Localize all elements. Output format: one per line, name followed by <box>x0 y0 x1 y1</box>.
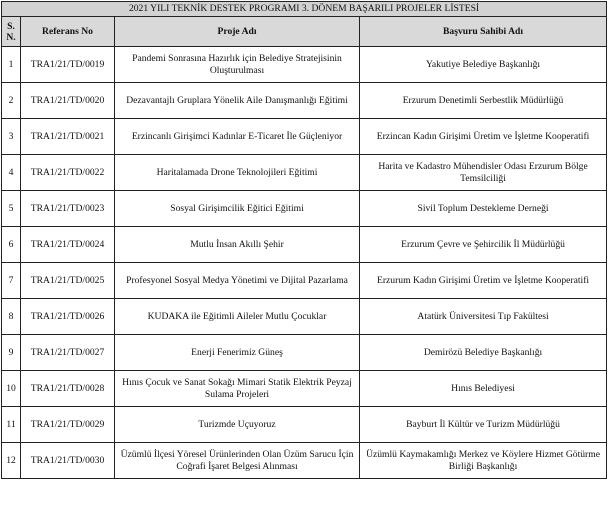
cell-applicant: Erzincan Kadın Girişimi Üretim ve İşletme Kooperatifi <box>360 119 607 155</box>
cell-project: Erzincanlı Girişimci Kadınlar E-Ticaret İle Güçleniyor <box>115 119 360 155</box>
cell-sn: 3 <box>2 119 21 155</box>
table-row <box>2 443 607 479</box>
projects-table <box>1 1 607 479</box>
cell-ref: TRA1/21/TD/0027 <box>21 335 115 371</box>
table-row <box>2 227 607 263</box>
cell-applicant: Bayburt İl Kültür ve Turizm Müdürlüğü <box>360 407 607 443</box>
cell-ref: TRA1/21/TD/0019 <box>21 47 115 83</box>
cell-sn: 7 <box>2 263 21 299</box>
table-row <box>2 263 607 299</box>
cell-ref: TRA1/21/TD/0021 <box>21 119 115 155</box>
cell-applicant: Erzurum Çevre ve Şehircilik İl Müdürlüğü <box>360 227 607 263</box>
cell-project: KUDAKA ile Eğitimli Aileler Mutlu Çocuklar <box>115 299 360 335</box>
cell-ref: TRA1/21/TD/0026 <box>21 299 115 335</box>
table-row <box>2 335 607 371</box>
table-row <box>2 155 607 191</box>
cell-sn: 10 <box>2 371 21 407</box>
cell-applicant: Hınıs Belediyesi <box>360 371 607 407</box>
cell-applicant: Üzümlü Kaymakamlığı Merkez ve Köylere Hizmet Götürme Birliği Başkanlığı <box>360 443 607 479</box>
cell-project: Pandemi Sonrasına Hazırlık için Belediye Stratejisinin Oluşturulması <box>115 47 360 83</box>
table-title-row <box>2 2 607 17</box>
cell-ref: TRA1/21/TD/0030 <box>21 443 115 479</box>
cell-project: Dezavantajlı Gruplara Yönelik Aile Danışmanlığı Eğitimi <box>115 83 360 119</box>
header-ref: Referans No <box>21 17 115 47</box>
cell-sn: 1 <box>2 47 21 83</box>
cell-project: Sosyal Girişimcilik Eğitici Eğitimi <box>115 191 360 227</box>
cell-sn: 11 <box>2 407 21 443</box>
cell-sn: 6 <box>2 227 21 263</box>
cell-project: Mutlu İnsan Akıllı Şehir <box>115 227 360 263</box>
cell-applicant: Sivil Toplum Destekleme Derneği <box>360 191 607 227</box>
header-sn <box>2 17 21 47</box>
cell-sn: 5 <box>2 191 21 227</box>
cell-sn: 12 <box>2 443 21 479</box>
cell-ref: TRA1/21/TD/0024 <box>21 227 115 263</box>
table-header-row <box>2 17 607 47</box>
cell-ref: TRA1/21/TD/0020 <box>21 83 115 119</box>
cell-ref: TRA1/21/TD/0023 <box>21 191 115 227</box>
header-project: Proje Adı <box>115 17 360 47</box>
cell-ref: TRA1/21/TD/0029 <box>21 407 115 443</box>
table-row <box>2 47 607 83</box>
cell-ref: TRA1/21/TD/0022 <box>21 155 115 191</box>
header-sn-line2: N. <box>6 31 16 43</box>
table-row <box>2 191 607 227</box>
cell-applicant: Atatürk Üniversitesi Tıp Fakültesi <box>360 299 607 335</box>
table-row <box>2 299 607 335</box>
header-applicant: Başvuru Sahibi Adı <box>360 17 607 47</box>
cell-sn: 9 <box>2 335 21 371</box>
cell-ref: TRA1/21/TD/0025 <box>21 263 115 299</box>
cell-project: Haritalamada Drone Teknolojileri Eğitimi <box>115 155 360 191</box>
table-row <box>2 371 607 407</box>
header-sn-line1: S. <box>7 20 15 32</box>
cell-applicant: Erzurum Kadın Girişimi Üretim ve İşletme Kooperatifi <box>360 263 607 299</box>
cell-applicant: Demirözü Belediye Başkanlığı <box>360 335 607 371</box>
table-row <box>2 407 607 443</box>
cell-project: Turizmde Uçuyoruz <box>115 407 360 443</box>
table-title: 2021 YILI TEKNİK DESTEK PROGRAMI 3. DÖNEM BAŞARILI PROJELER LİSTESİ <box>2 2 607 17</box>
table-row <box>2 83 607 119</box>
cell-project: Üzümlü İlçesi Yöresel Ürünlerinden Olan Üzüm Sarucu İçin Coğrafi İşaret Belgesi Alınması <box>115 443 360 479</box>
cell-sn: 4 <box>2 155 21 191</box>
cell-applicant: Harita ve Kadastro Mühendisler Odası Erzurum Bölge Temsilciliği <box>360 155 607 191</box>
cell-project: Profesyonel Sosyal Medya Yönetimi ve Dijital Pazarlama <box>115 263 360 299</box>
cell-applicant: Erzurum Denetimli Serbestlik Müdürlüğü <box>360 83 607 119</box>
cell-sn: 2 <box>2 83 21 119</box>
table-row <box>2 119 607 155</box>
cell-ref: TRA1/21/TD/0028 <box>21 371 115 407</box>
cell-project: Enerji Fenerimiz Güneş <box>115 335 360 371</box>
cell-project: Hınıs Çocuk ve Sanat Sokağı Mimari Statik Elektrik Peyzaj Sulama Projeleri <box>115 371 360 407</box>
cell-applicant: Yakutiye Belediye Başkanlığı <box>360 47 607 83</box>
cell-sn: 8 <box>2 299 21 335</box>
